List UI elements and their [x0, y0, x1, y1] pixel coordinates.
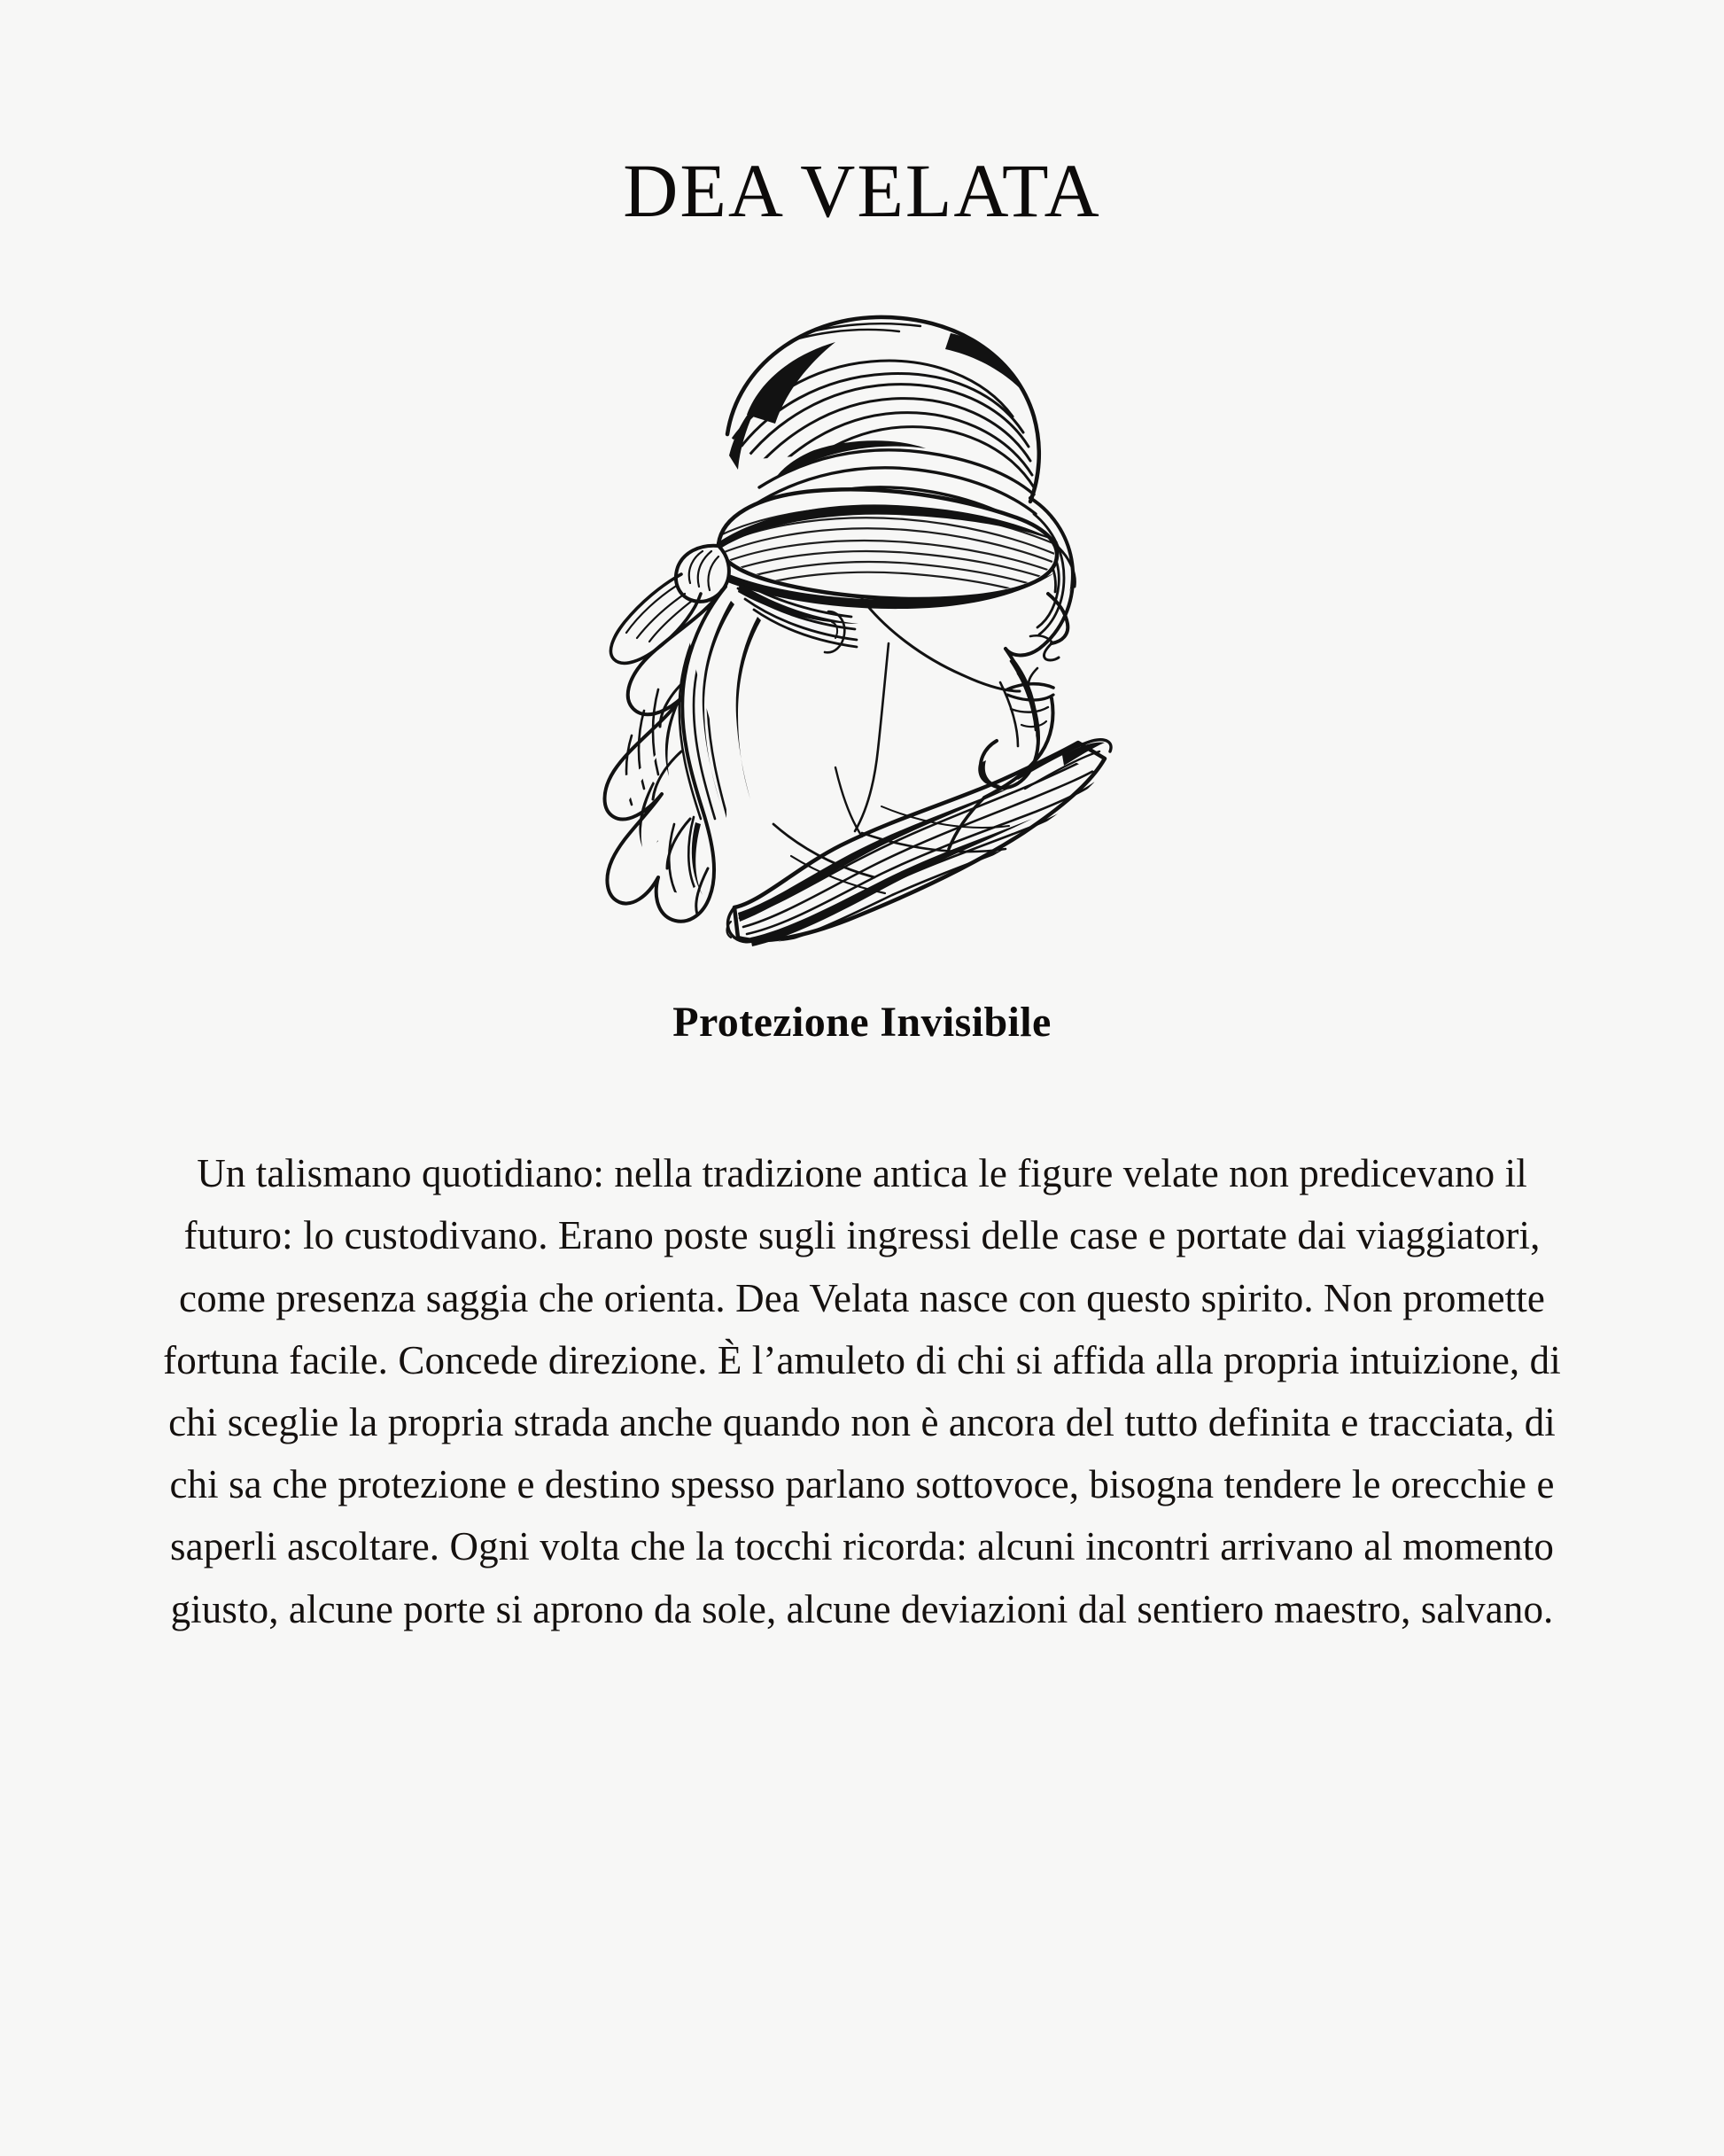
page-title: DEA VELATA	[623, 148, 1101, 233]
product-description: Un talismano quotidiano: nella tradizione antica le figure velate non predicevano il futuro: lo custodivano. Erano poste sugli ingressi delle case e portate dai viaggiatori, come presenza saggia che orienta. Dea Velata nasce con questo spirito. Non promette fortuna facile. Concede direzione. È l’amuleto di chi si affida alla propria intuizione, di chi sceglie la propria strada anche quando non è ancora del tutto definita e tracciata, di chi sa che protezione e destino spesso parlano sottovoce, bisogna tendere le orecchie e saperli ascoltare. Ogni volta che la tocchi ricorda: alcuni incontri arrivano al momento giusto, alcune porte si aprono da sole, alcune deviazioni dal sentiero maestro, salvano.	[163, 1151, 1561, 1631]
product-subtitle: Protezione Invisibile	[672, 999, 1052, 1047]
blindfolded-goddess-illustration	[570, 282, 1154, 982]
